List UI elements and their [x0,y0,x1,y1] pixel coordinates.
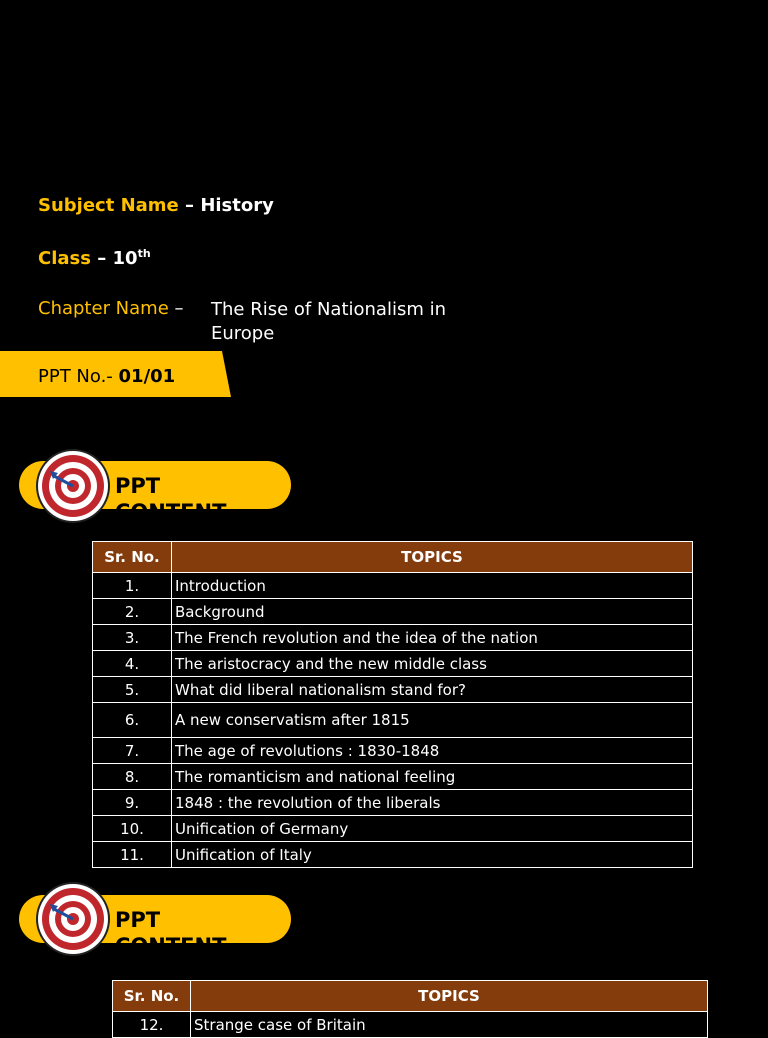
table-row [93,573,693,599]
class-label: Class [38,248,91,269]
chapter-separator: – [168,298,184,319]
topic-cell: What did liberal nationalism stand for? [172,677,693,703]
sr-no-cell: 4. [93,651,172,677]
sr-no-cell: 3. [93,625,172,651]
subject-value: History [200,195,274,216]
topic-cell: Introduction [172,573,693,599]
topic-cell: The aristocracy and the new middle class [172,651,693,677]
sr-no-cell: 9. [93,790,172,816]
sr-no-cell: 11. [93,842,172,868]
header-sr-no: Sr. No. [93,542,172,573]
subject-label: Subject Name [38,195,179,216]
table-row [93,651,693,677]
class-separator: – [90,248,113,269]
class-suffix: th [137,247,151,260]
table-row [93,625,693,651]
table-row [93,764,693,790]
table-row [93,677,693,703]
ppt-number-value: 01/01 [118,366,176,387]
table-header-row [93,542,693,573]
sr-no-cell: 6. [93,703,172,738]
sr-no-cell: 12. [113,1012,191,1038]
table-row [93,703,693,738]
topic-cell: The French revolution and the idea of the nation [172,625,693,651]
header-sr-no: Sr. No. [113,981,191,1012]
ppt-number [38,366,175,387]
subject-line [38,195,274,216]
topics-table-1 [92,541,693,868]
content-heading-2: PPT CONTENT [115,908,227,958]
table-row [93,738,693,764]
topic-cell: A new conservatism after 1815 [172,703,693,738]
table-header-row [113,981,708,1012]
topic-cell: Unification of Italy [172,842,693,868]
header-topics: TOPICS [172,542,693,573]
topic-cell: Unification of Germany [172,816,693,842]
table-row [93,790,693,816]
subject-separator: – [178,195,201,216]
content-heading-1: PPT CONTENT [115,474,227,524]
topic-cell: Strange case of Britain [191,1012,708,1038]
chapter-value: The Rise of Nationalism in Europe [211,299,447,344]
table-row [93,599,693,625]
topic-cell: Background [172,599,693,625]
sr-no-cell: 2. [93,599,172,625]
chapter-label: Chapter Name [38,298,169,319]
topics-table-2 [112,980,708,1038]
topics-table-clip-1 [92,541,694,865]
sr-no-cell: 8. [93,764,172,790]
sr-no-cell: 7. [93,738,172,764]
ppt-number-label: PPT No.- [38,366,119,387]
topics-table-clip-2 [112,980,709,1034]
table-row [93,842,693,868]
sr-no-cell: 10. [93,816,172,842]
class-value: 10 [112,248,138,269]
header-topics: TOPICS [191,981,708,1012]
sr-no-cell: 5. [93,677,172,703]
target-icon [38,884,108,954]
chapter-label-line [38,298,184,319]
topic-cell: The age of revolutions : 1830-1848 [172,738,693,764]
topic-cell: The romanticism and national feeling [172,764,693,790]
target-icon [38,451,108,521]
class-line [38,247,151,269]
table-row [93,816,693,842]
sr-no-cell: 1. [93,573,172,599]
topic-cell: 1848 : the revolution of the liberals [172,790,693,816]
table-row [113,1012,708,1038]
